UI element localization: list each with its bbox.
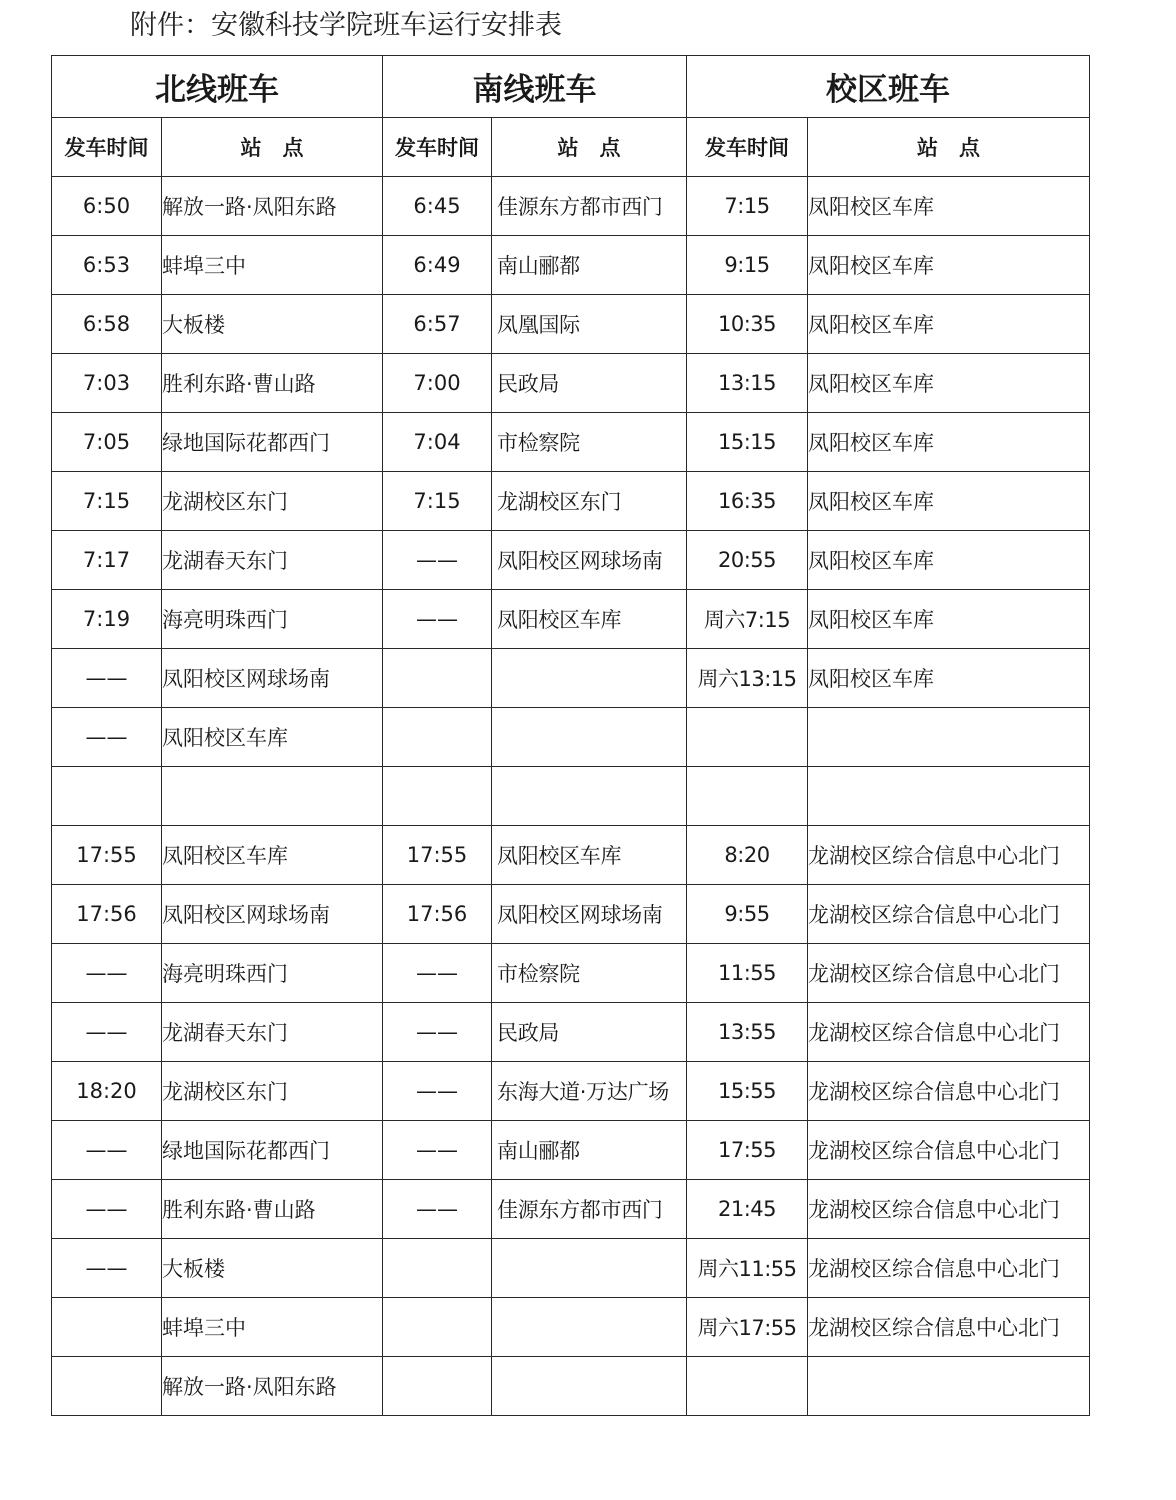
south-stop-cell: 凤阳校区网球场南 — [492, 885, 687, 944]
north-stop-cell: 凤阳校区网球场南 — [162, 649, 383, 708]
north-stop-cell — [162, 767, 383, 826]
campus-time-cell: 10:35 — [687, 295, 808, 354]
north-time-cell: —— — [52, 1121, 162, 1180]
table-row — [52, 708, 1090, 767]
campus-stop-cell — [808, 1357, 1090, 1416]
campus-stop-cell — [808, 708, 1090, 767]
north-stop-cell: 龙湖春天东门 — [162, 1003, 383, 1062]
north-time-cell: 6:53 — [52, 236, 162, 295]
table-row — [52, 1003, 1090, 1062]
south-time-cell: 6:57 — [383, 295, 492, 354]
north-time-cell: —— — [52, 1180, 162, 1239]
column-header-stop: 站 点 — [162, 118, 383, 177]
campus-stop-cell: 凤阳校区车库 — [808, 413, 1090, 472]
north-time-cell — [52, 1298, 162, 1357]
north-time-cell: —— — [52, 649, 162, 708]
south-time-cell — [383, 1239, 492, 1298]
south-stop-cell: 凤阳校区网球场南 — [492, 531, 687, 590]
campus-stop-cell: 龙湖校区综合信息中心北门 — [808, 1239, 1090, 1298]
campus-stop-cell — [808, 767, 1090, 826]
south-time-cell: 17:56 — [383, 885, 492, 944]
table-row — [52, 295, 1090, 354]
table-row — [52, 649, 1090, 708]
campus-time-cell: 7:15 — [687, 177, 808, 236]
campus-time-cell — [687, 708, 808, 767]
campus-stop-cell: 凤阳校区车库 — [808, 472, 1090, 531]
campus-time-cell: 周六11:55 — [687, 1239, 808, 1298]
south-stop-cell: 市检察院 — [492, 944, 687, 1003]
campus-stop-cell: 龙湖校区综合信息中心北门 — [808, 1298, 1090, 1357]
south-time-cell: —— — [383, 1180, 492, 1239]
south-time-cell: —— — [383, 531, 492, 590]
column-header-time: 发车时间 — [52, 118, 162, 177]
table-row — [52, 354, 1090, 413]
column-header-stop: 站 点 — [808, 118, 1090, 177]
south-stop-cell — [492, 1357, 687, 1416]
south-stop-cell: 凤阳校区车库 — [492, 590, 687, 649]
table-row — [52, 767, 1090, 826]
column-header-stop: 站 点 — [492, 118, 687, 177]
south-time-cell: —— — [383, 590, 492, 649]
south-stop-cell — [492, 767, 687, 826]
campus-time-cell: 9:15 — [687, 236, 808, 295]
south-stop-cell: 东海大道·万达广场 — [492, 1062, 687, 1121]
north-stop-cell: 大板楼 — [162, 295, 383, 354]
table-row — [52, 1062, 1090, 1121]
campus-time-cell: 9:55 — [687, 885, 808, 944]
campus-stop-cell: 龙湖校区综合信息中心北门 — [808, 885, 1090, 944]
south-time-cell: —— — [383, 944, 492, 1003]
column-header-row — [52, 118, 1090, 177]
south-stop-cell: 佳源东方都市西门 — [492, 1180, 687, 1239]
north-stop-cell: 龙湖春天东门 — [162, 531, 383, 590]
north-time-cell: 17:56 — [52, 885, 162, 944]
campus-time-cell — [687, 767, 808, 826]
north-stop-cell: 绿地国际花都西门 — [162, 413, 383, 472]
north-time-cell: 7:17 — [52, 531, 162, 590]
north-time-cell: 7:19 — [52, 590, 162, 649]
table-row — [52, 1121, 1090, 1180]
table-row — [52, 826, 1090, 885]
north-time-cell: 7:03 — [52, 354, 162, 413]
south-stop-cell: 市检察院 — [492, 413, 687, 472]
north-time-cell: 6:50 — [52, 177, 162, 236]
south-stop-cell — [492, 708, 687, 767]
column-header-time: 发车时间 — [383, 118, 492, 177]
south-stop-cell: 佳源东方都市西门 — [492, 177, 687, 236]
campus-time-cell: 15:55 — [687, 1062, 808, 1121]
campus-stop-cell: 龙湖校区综合信息中心北门 — [808, 826, 1090, 885]
north-time-cell — [52, 1357, 162, 1416]
south-stop-cell — [492, 1298, 687, 1357]
campus-time-cell: 13:55 — [687, 1003, 808, 1062]
campus-stop-cell: 凤阳校区车库 — [808, 236, 1090, 295]
north-stop-cell: 解放一路·凤阳东路 — [162, 1357, 383, 1416]
campus-stop-cell: 凤阳校区车库 — [808, 177, 1090, 236]
north-stop-cell: 大板楼 — [162, 1239, 383, 1298]
north-stop-cell: 解放一路·凤阳东路 — [162, 177, 383, 236]
north-stop-cell: 凤阳校区网球场南 — [162, 885, 383, 944]
route-header-north: 北线班车 — [52, 56, 383, 118]
north-time-cell: —— — [52, 708, 162, 767]
campus-stop-cell: 凤阳校区车库 — [808, 531, 1090, 590]
document-title: 附件：安徽科技学院班车运行安排表 — [130, 10, 562, 41]
table-row — [52, 472, 1090, 531]
north-time-cell: 17:55 — [52, 826, 162, 885]
north-stop-cell: 蚌埠三中 — [162, 236, 383, 295]
table-row — [52, 590, 1090, 649]
route-header-campus: 校区班车 — [687, 56, 1090, 118]
bus-schedule-table — [51, 55, 1090, 1416]
table-row — [52, 1298, 1090, 1357]
table-row — [52, 944, 1090, 1003]
south-stop-cell: 民政局 — [492, 1003, 687, 1062]
south-time-cell: —— — [383, 1003, 492, 1062]
south-stop-cell: 凤凰国际 — [492, 295, 687, 354]
north-time-cell: —— — [52, 1003, 162, 1062]
table-row — [52, 413, 1090, 472]
schedule-body — [52, 177, 1090, 1416]
campus-stop-cell: 龙湖校区综合信息中心北门 — [808, 1121, 1090, 1180]
campus-stop-cell: 龙湖校区综合信息中心北门 — [808, 1003, 1090, 1062]
table-row — [52, 236, 1090, 295]
campus-time-cell: 11:55 — [687, 944, 808, 1003]
south-time-cell: 6:49 — [383, 236, 492, 295]
north-stop-cell: 绿地国际花都西门 — [162, 1121, 383, 1180]
campus-time-cell: 21:45 — [687, 1180, 808, 1239]
south-time-cell: 17:55 — [383, 826, 492, 885]
campus-time-cell: 20:55 — [687, 531, 808, 590]
table-row — [52, 1180, 1090, 1239]
table-row — [52, 177, 1090, 236]
north-time-cell: 7:15 — [52, 472, 162, 531]
campus-stop-cell: 龙湖校区综合信息中心北门 — [808, 944, 1090, 1003]
north-stop-cell: 海亮明珠西门 — [162, 590, 383, 649]
route-header-row — [52, 56, 1090, 118]
campus-stop-cell: 龙湖校区综合信息中心北门 — [808, 1180, 1090, 1239]
north-time-cell: 7:05 — [52, 413, 162, 472]
south-time-cell: 6:45 — [383, 177, 492, 236]
south-stop-cell: 龙湖校区东门 — [492, 472, 687, 531]
north-time-cell: 18:20 — [52, 1062, 162, 1121]
campus-time-cell: 8:20 — [687, 826, 808, 885]
south-time-cell — [383, 649, 492, 708]
campus-time-cell: 17:55 — [687, 1121, 808, 1180]
campus-time-cell: 13:15 — [687, 354, 808, 413]
south-time-cell: —— — [383, 1062, 492, 1121]
south-time-cell — [383, 767, 492, 826]
campus-stop-cell: 凤阳校区车库 — [808, 295, 1090, 354]
table-row — [52, 1239, 1090, 1298]
south-stop-cell: 民政局 — [492, 354, 687, 413]
campus-time-cell: 周六13:15 — [687, 649, 808, 708]
north-stop-cell: 蚌埠三中 — [162, 1298, 383, 1357]
north-stop-cell: 凤阳校区车库 — [162, 708, 383, 767]
south-time-cell: —— — [383, 1121, 492, 1180]
south-time-cell: 7:04 — [383, 413, 492, 472]
north-stop-cell: 凤阳校区车库 — [162, 826, 383, 885]
south-stop-cell: 南山郦都 — [492, 236, 687, 295]
south-stop-cell — [492, 1239, 687, 1298]
south-time-cell — [383, 1357, 492, 1416]
north-time-cell: —— — [52, 944, 162, 1003]
north-stop-cell: 龙湖校区东门 — [162, 472, 383, 531]
north-stop-cell: 龙湖校区东门 — [162, 1062, 383, 1121]
route-header-south: 南线班车 — [383, 56, 687, 118]
north-time-cell — [52, 767, 162, 826]
campus-time-cell — [687, 1357, 808, 1416]
campus-stop-cell: 凤阳校区车库 — [808, 649, 1090, 708]
campus-stop-cell: 凤阳校区车库 — [808, 590, 1090, 649]
table-row — [52, 531, 1090, 590]
south-stop-cell: 南山郦都 — [492, 1121, 687, 1180]
table-row — [52, 1357, 1090, 1416]
campus-time-cell: 周六7:15 — [687, 590, 808, 649]
south-time-cell: 7:15 — [383, 472, 492, 531]
table-row — [52, 885, 1090, 944]
campus-time-cell: 15:15 — [687, 413, 808, 472]
north-stop-cell: 胜利东路·曹山路 — [162, 1180, 383, 1239]
north-time-cell: 6:58 — [52, 295, 162, 354]
north-stop-cell: 胜利东路·曹山路 — [162, 354, 383, 413]
south-stop-cell: 凤阳校区车库 — [492, 826, 687, 885]
column-header-time: 发车时间 — [687, 118, 808, 177]
north-stop-cell: 海亮明珠西门 — [162, 944, 383, 1003]
campus-time-cell: 16:35 — [687, 472, 808, 531]
campus-stop-cell: 凤阳校区车库 — [808, 354, 1090, 413]
south-stop-cell — [492, 649, 687, 708]
south-time-cell: 7:00 — [383, 354, 492, 413]
campus-stop-cell: 龙湖校区综合信息中心北门 — [808, 1062, 1090, 1121]
south-time-cell — [383, 708, 492, 767]
north-time-cell: —— — [52, 1239, 162, 1298]
campus-time-cell: 周六17:55 — [687, 1298, 808, 1357]
south-time-cell — [383, 1298, 492, 1357]
